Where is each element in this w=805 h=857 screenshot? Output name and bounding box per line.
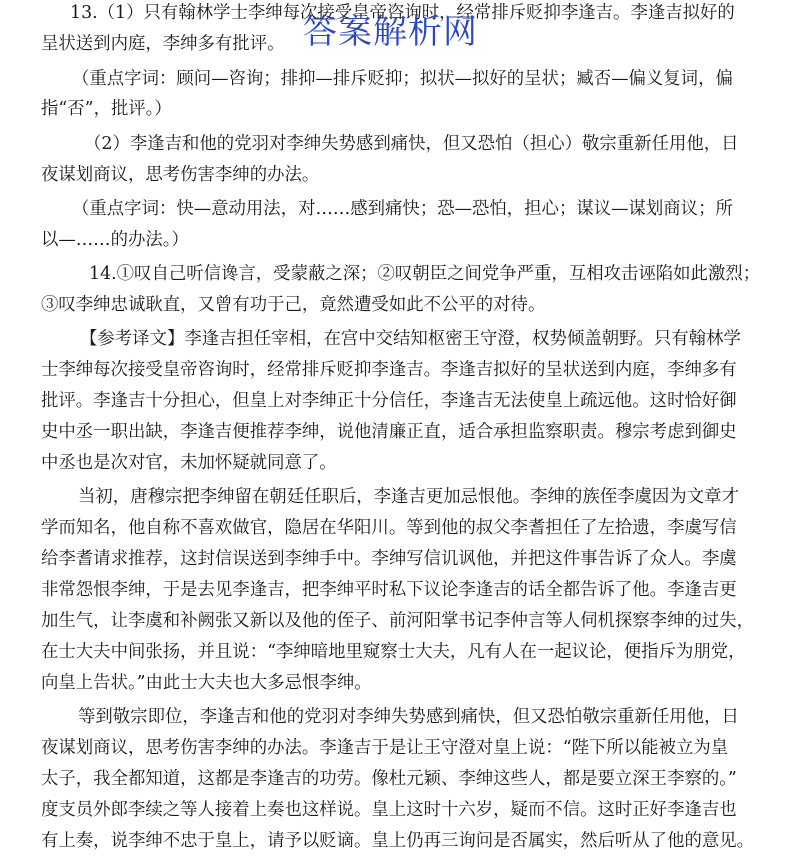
- text-line: 14.①叹自己听信谗言，受蒙蔽之深；②叹朝臣之间党争严重，互相攻击诬陷如此激烈；: [89, 264, 761, 284]
- text-line: 呈状送到内庭，李绅多有批评。: [41, 34, 285, 54]
- text-line: 史中丞一职出缺，李逢吉便推荐李绅，说他清廉正直，适合承担监察职责。穆宗考虑到御史: [41, 422, 737, 442]
- text-line: 等到敬宗即位，李逢吉和他的党羽对李绅失势感到痛快，但又恐怕敬宗重新任用他，日: [78, 707, 739, 727]
- text-line: 13.（1）只有翰林学士李绅每次接受皇帝咨询时，经常排斥贬抑李逢吉。李逢吉拟好的: [70, 3, 735, 23]
- text-line: 当初，唐穆宗把李绅留在朝廷任职后，李逢吉更加忌恨他。李绅的族侄李虞因为文章才: [78, 487, 739, 507]
- text-line: 在士大夫中间张扬，并且说：“李绅暗地里窥察士大夫，凡有人在一起议论，便指斥为朋党，: [41, 642, 746, 662]
- text-line: 夜谋划商议，思考伤害李绅的办法。李逢吉于是让王守澄对皇上说：“陛下所以能被立为皇: [41, 738, 729, 758]
- text-line: （重点字词：快—意动用法，对……感到痛快；恐—恐怕，担心；谋议—谋划商议；所: [72, 199, 733, 219]
- text-line: 批评。李逢吉十分担心，但皇上对李绅正十分信任，李逢吉无法使皇上疏远他。这时恰好御: [41, 391, 737, 411]
- text-line: 加生气，让李虞和补阙张又新以及他的侄子、前河阳掌书记李仲言等人伺机探察李绅的过失，: [41, 611, 755, 631]
- text-line: （2）李逢吉和他的党羽对李绅失势感到痛快，但又恐怕（担心）敬宗重新任用他，日: [84, 134, 739, 154]
- text-line: 指“否”，批评。）: [41, 99, 172, 119]
- text-line: （重点字词：顾问—咨询；排抑—排斥贬抑；拟状—拟好的呈状；臧否—偏义复词，偏: [72, 69, 733, 89]
- text-line: 夜谋划商议，思考伤害李绅的办法。: [41, 165, 320, 185]
- text-line: 非常怨恨李绅，于是去见李逢吉，把李绅平时私下议论李逢吉的话全都告诉了他。李逢吉更: [41, 580, 737, 600]
- text-line: 中丞也是次对官，未加怀疑就同意了。: [41, 453, 337, 473]
- text-line: ③叹李绅忠诚耿直，又曾有功于己，竟然遭受如此不公平的对待。: [41, 295, 546, 315]
- text-line: 以—……的办法。）: [41, 230, 189, 250]
- text-line: 太子，我全都知道，这都是李逢吉的功劳。像杜元颖、李绅这些人，都是要立深王李察的。”: [41, 769, 737, 789]
- text-line: 学而知名，他自称不喜欢做官，隐居在华阳川。等到他的叔父李耆担任了左拾遗，李虞写信: [41, 518, 737, 538]
- text-line: 给李耆请求推荐，这封信误送到李绅手中。李绅写信讥讽他，并把这件事告诉了众人。李虞: [41, 549, 737, 569]
- text-line: 士李绅每次接受皇帝咨询时，经常排斥贬抑李逢吉。李逢吉拟好的呈状送到内庭，李绅多有: [41, 360, 737, 380]
- text-line: 【参考译文】李逢吉担任宰相，在宫中交结知枢密王守澄，权势倾盖朝野。只有翰林学: [80, 329, 741, 349]
- text-line: 度支员外郎李续之等人接着上奏也这样说。皇上这时十六岁，疑而不信。这时正好李逢吉也: [41, 800, 737, 820]
- watermark-text: 答案解析网: [303, 12, 478, 52]
- text-line: 有上奏，说李绅不忠于皇上，请予以贬谪。皇上仍再三询问是否属实，然后听从了他的意见。: [41, 831, 755, 851]
- text-line: 向皇上告状。”由此士大夫也大多忌恨李绅。: [41, 673, 372, 693]
